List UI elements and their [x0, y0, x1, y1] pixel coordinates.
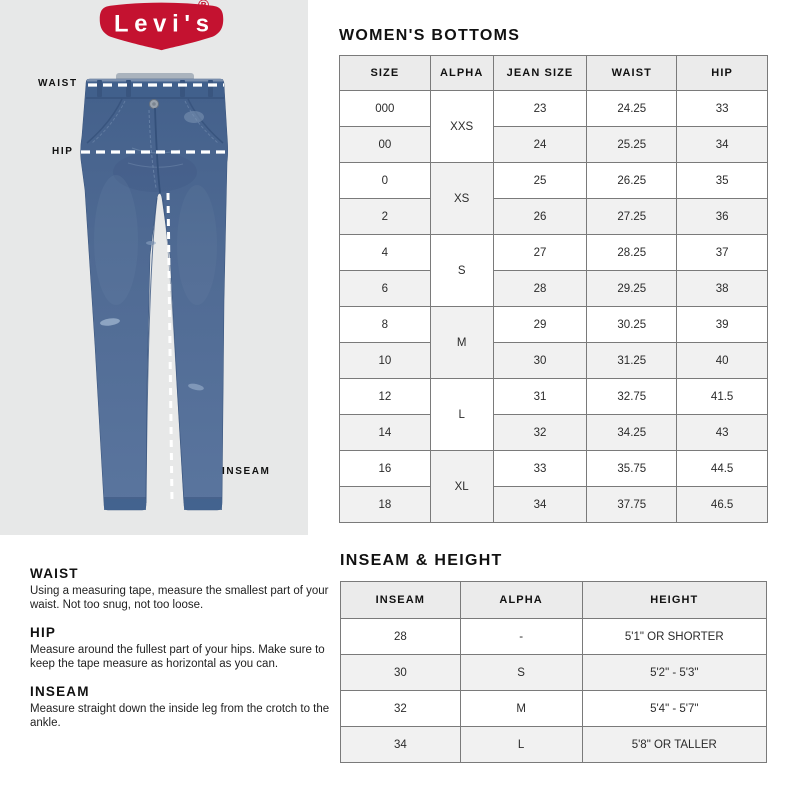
- jean-size-cell: 30: [493, 343, 587, 379]
- jean-size-cell: 29: [493, 307, 587, 343]
- table-row: [340, 235, 768, 271]
- col-inseam: INSEAM: [341, 582, 461, 619]
- hip-cell: 33: [677, 91, 768, 127]
- jean-size-cell: 24: [493, 127, 587, 163]
- jean-size-cell: 31: [493, 379, 587, 415]
- hip-cell: 43: [677, 415, 768, 451]
- height-cell: 5'1" OR SHORTER: [582, 619, 766, 655]
- jean-size-cell: 23: [493, 91, 587, 127]
- table-row: [340, 415, 768, 451]
- size-cell: 16: [340, 451, 431, 487]
- height-cell: 5'4" - 5'7": [582, 691, 766, 727]
- alpha-cell: -: [460, 619, 582, 655]
- guide-hip-text: Measure around the fullest part of your hips. Make sure to keep the tape measure as horizontal as you can.: [30, 644, 325, 670]
- inseam-cell: 28: [341, 619, 461, 655]
- jean-size-cell: 28: [493, 271, 587, 307]
- hip-cell: 44.5: [677, 451, 768, 487]
- waistband: [86, 79, 224, 97]
- inseam-height-table: [340, 581, 767, 763]
- size-cell: 6: [340, 271, 431, 307]
- size-cell: 00: [340, 127, 431, 163]
- table-row: [340, 199, 768, 235]
- alpha-cell: M: [460, 691, 582, 727]
- jean-size-cell: 26: [493, 199, 587, 235]
- waist-cell: 29.25: [587, 271, 677, 307]
- table-row: [340, 343, 768, 379]
- size-cell: 10: [340, 343, 431, 379]
- table-row: [340, 451, 768, 487]
- jean-size-cell: 33: [493, 451, 587, 487]
- waist-cell: 24.25: [587, 91, 677, 127]
- alpha-cell: XS: [430, 163, 493, 235]
- inseam-table-body: [341, 619, 767, 763]
- jean-size-cell: 32: [493, 415, 587, 451]
- col-height: HEIGHT: [582, 582, 766, 619]
- guide-waist-text: Using a measuring tape, measure the smallest part of your waist. Not too snug, not too loose.: [30, 585, 329, 611]
- hip-cell: 40: [677, 343, 768, 379]
- guide-hip-heading: HIP: [30, 625, 57, 640]
- table-row: [340, 271, 768, 307]
- hip-cell: 41.5: [677, 379, 768, 415]
- logo-wordmark: Levi's: [114, 10, 209, 38]
- jean-size-cell: 34: [493, 487, 587, 523]
- bottoms-table-body: [340, 91, 768, 523]
- waist-cell: 37.75: [587, 487, 677, 523]
- hip-cell: 34: [677, 127, 768, 163]
- hip-cell: 46.5: [677, 487, 768, 523]
- waist-cell: 35.75: [587, 451, 677, 487]
- alpha-cell: S: [430, 235, 493, 307]
- col-alpha: ALPHA: [430, 56, 493, 91]
- waist-diagram-label: WAIST: [38, 78, 78, 89]
- waist-cell: 27.25: [587, 199, 677, 235]
- table-row: [340, 379, 768, 415]
- bottoms-table-title: WOMEN'S BOTTOMS: [339, 27, 521, 44]
- alpha-cell: L: [460, 727, 582, 763]
- waist-cell: 30.25: [587, 307, 677, 343]
- alpha-cell: L: [430, 379, 493, 451]
- table-row: [340, 127, 768, 163]
- table-row: [340, 487, 768, 523]
- alpha-cell: XXS: [430, 91, 493, 163]
- size-cell: 8: [340, 307, 431, 343]
- col-hip: HIP: [677, 56, 768, 91]
- measuring-guide: [30, 566, 330, 743]
- hip-cell: 35: [677, 163, 768, 199]
- waist-cell: 26.25: [587, 163, 677, 199]
- size-cell: 18: [340, 487, 431, 523]
- size-cell: 14: [340, 415, 431, 451]
- jeans-photo-panel: [0, 0, 308, 535]
- table-row: [340, 307, 768, 343]
- jean-size-cell: 27: [493, 235, 587, 271]
- hip-cell: 37: [677, 235, 768, 271]
- waist-cell: 31.25: [587, 343, 677, 379]
- alpha-cell: S: [460, 655, 582, 691]
- waist-cell: 32.75: [587, 379, 677, 415]
- waist-cell: 28.25: [587, 235, 677, 271]
- inseam-cell: 30: [341, 655, 461, 691]
- size-cell: 2: [340, 199, 431, 235]
- waist-cell: 25.25: [587, 127, 677, 163]
- womens-bottoms-table: [339, 55, 768, 523]
- inseam-table-header: [341, 582, 767, 619]
- inseam-cell: 34: [341, 727, 461, 763]
- size-cell: 0: [340, 163, 431, 199]
- size-cell: 4: [340, 235, 431, 271]
- inseam-table-title: INSEAM & HEIGHT: [340, 552, 503, 569]
- hip-cell: 36: [677, 199, 768, 235]
- col-waist: WAIST: [587, 56, 677, 91]
- guide-waist-heading: WAIST: [30, 566, 79, 581]
- bottoms-table-header: [340, 56, 768, 91]
- table-row: [341, 619, 767, 655]
- guide-inseam-text: Measure straight down the inside leg from the crotch to the ankle.: [30, 703, 330, 729]
- inseam-diagram-label: INSEAM: [222, 466, 271, 477]
- alpha-cell: M: [430, 307, 493, 379]
- table-row: [341, 727, 767, 763]
- col-alpha: ALPHA: [460, 582, 582, 619]
- height-cell: 5'8" OR TALLER: [582, 727, 766, 763]
- alpha-cell: XL: [430, 451, 493, 523]
- col-size: SIZE: [340, 56, 431, 91]
- col-jean-size: JEAN SIZE: [493, 56, 587, 91]
- table-row: [341, 655, 767, 691]
- registered-trademark-icon: ®: [198, 0, 210, 14]
- inseam-cell: 32: [341, 691, 461, 727]
- size-cell: 12: [340, 379, 431, 415]
- jean-size-cell: 25: [493, 163, 587, 199]
- table-row: [340, 91, 768, 127]
- height-cell: 5'2" - 5'3": [582, 655, 766, 691]
- hip-diagram-label: HIP: [52, 146, 74, 157]
- size-cell: 000: [340, 91, 431, 127]
- hip-cell: 38: [677, 271, 768, 307]
- table-row: [340, 163, 768, 199]
- guide-inseam-heading: INSEAM: [30, 684, 90, 699]
- hip-cell: 39: [677, 307, 768, 343]
- table-row: [341, 691, 767, 727]
- waist-cell: 34.25: [587, 415, 677, 451]
